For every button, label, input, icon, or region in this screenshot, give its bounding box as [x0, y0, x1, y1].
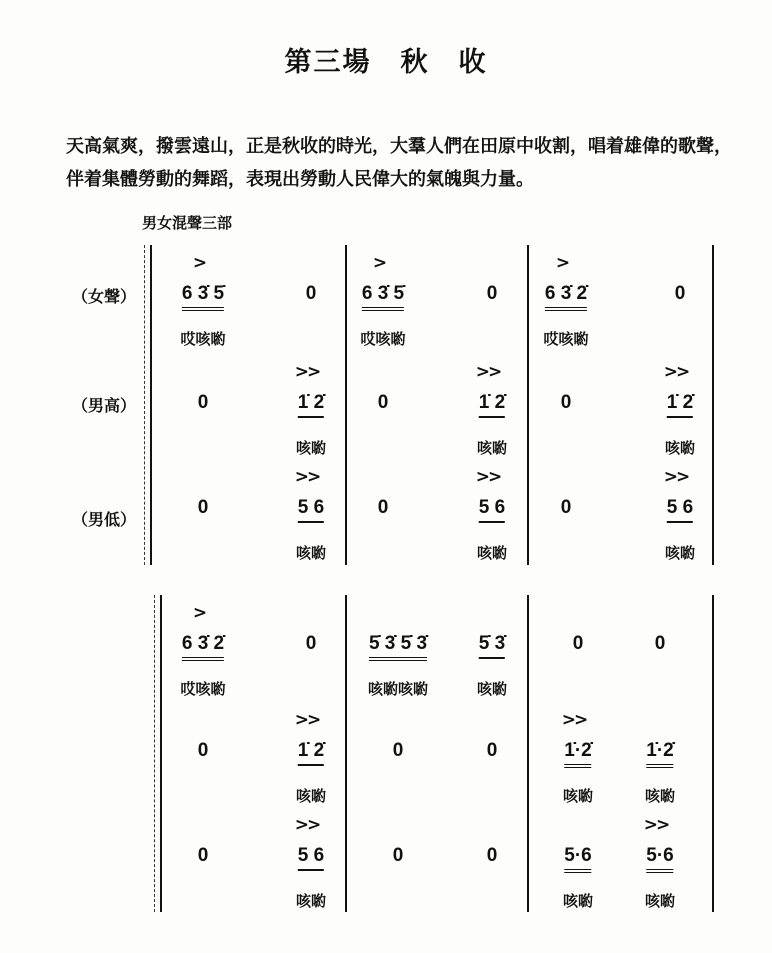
- note-group: 0: [572, 633, 584, 654]
- part-label-female: （女聲）: [72, 287, 137, 306]
- lyric: 咳喲: [295, 544, 327, 562]
- accent-mark: >>: [294, 815, 320, 835]
- note-group: 1̇ 2̇: [667, 392, 693, 418]
- note-group: 1̇ 2̇: [298, 740, 324, 766]
- accent-mark: >: [192, 603, 206, 623]
- note-group: 0: [197, 392, 209, 413]
- note-group: 0: [197, 845, 209, 866]
- note-group: 5 6: [298, 845, 324, 871]
- note-group: 0: [486, 740, 498, 761]
- note-group: 6 3̇ 2̇: [182, 633, 224, 661]
- lyric: 咳喲: [295, 787, 327, 805]
- note-group: 6 3̇ 5̇: [182, 283, 224, 311]
- note-group: 0: [674, 283, 686, 304]
- page-title: 第三場 秋 收: [284, 47, 488, 78]
- note-group: 0: [392, 845, 404, 866]
- note-group: 0: [197, 740, 209, 761]
- note-group: 5 6: [298, 497, 324, 523]
- bar-line: [160, 595, 162, 912]
- lyric: 哎咳喲: [180, 330, 226, 348]
- accent-mark: >>: [663, 362, 689, 382]
- lyric: 咳喲: [664, 439, 696, 457]
- note-group: 0: [377, 497, 389, 518]
- note-group: 0: [560, 392, 572, 413]
- lyric: 哎咳喲: [360, 330, 406, 348]
- lyric: 咳喲: [644, 787, 676, 805]
- note-group: 5·6: [646, 845, 673, 873]
- accent-mark: >>: [294, 467, 320, 487]
- part-label-male-low: （男低）: [72, 510, 137, 529]
- bar-line: [345, 595, 347, 912]
- note-group: 0: [560, 497, 572, 518]
- note-group: 5 6: [667, 497, 693, 523]
- note-group: 5̇ 3̇ 5̇ 3̇: [369, 633, 427, 661]
- bar-line: [712, 245, 714, 565]
- note-group: 1̇ 2̇: [479, 392, 505, 418]
- part-label-male-high: （男高）: [72, 396, 137, 415]
- score-subtitle: 男女混聲三部: [142, 214, 233, 232]
- bar-line: [527, 245, 529, 565]
- note-group: 6 3̇ 2̇: [545, 283, 587, 311]
- note-group: 5 6: [479, 497, 505, 523]
- note-group: 1̇·2̇: [564, 740, 591, 768]
- accent-mark: >>: [663, 467, 689, 487]
- note-group: 0: [486, 845, 498, 866]
- lyric: 咳喲: [476, 680, 508, 698]
- lyric: 哎咳喲: [543, 330, 589, 348]
- lyric: 咳喲: [295, 892, 327, 910]
- lyric: 咳喲: [644, 892, 676, 910]
- accent-mark: >>: [475, 362, 501, 382]
- note-group: 0: [377, 392, 389, 413]
- accent-mark: >: [555, 253, 569, 273]
- bar-line: [345, 245, 347, 565]
- accent-mark: >>: [561, 710, 587, 730]
- note-group: 6 3̇ 5̇: [362, 283, 404, 311]
- accent-mark: >: [372, 253, 386, 273]
- note-group: 0: [392, 740, 404, 761]
- note-group: 0: [305, 283, 317, 304]
- system-brace: [154, 595, 156, 912]
- bar-line: [527, 595, 529, 912]
- note-group: 0: [305, 633, 317, 654]
- accent-mark: >>: [643, 815, 669, 835]
- system-brace: [144, 245, 146, 565]
- intro-text: 天高氣爽，撥雲遠山，正是秋收的時光，大羣人們在田原中收割，唱着雄偉的歌聲，伴着集體勞動的舞蹈，表現出勞動人民偉大的氣魄與力量。: [66, 136, 732, 190]
- accent-mark: >>: [294, 362, 320, 382]
- lyric: 咳喲咳喲: [367, 680, 429, 698]
- note-group: 0: [486, 283, 498, 304]
- lyric: 哎咳喲: [180, 680, 226, 698]
- lyric: 咳喲: [476, 439, 508, 457]
- accent-mark: >>: [294, 710, 320, 730]
- note-group: 5·6: [564, 845, 591, 873]
- lyric: 咳喲: [476, 544, 508, 562]
- note-group: 5̇ 3̇: [479, 633, 505, 659]
- accent-mark: >>: [475, 467, 501, 487]
- note-group: 1̇ 2̇: [298, 392, 324, 418]
- note-group: 1̇·2̇: [646, 740, 673, 768]
- note-group: 0: [197, 497, 209, 518]
- lyric: 咳喲: [562, 787, 594, 805]
- bar-line: [712, 595, 714, 912]
- lyric: 咳喲: [562, 892, 594, 910]
- bar-line: [150, 245, 152, 565]
- note-group: 0: [654, 633, 666, 654]
- lyric: 咳喲: [664, 544, 696, 562]
- lyric: 咳喲: [295, 439, 327, 457]
- accent-mark: >: [192, 253, 206, 273]
